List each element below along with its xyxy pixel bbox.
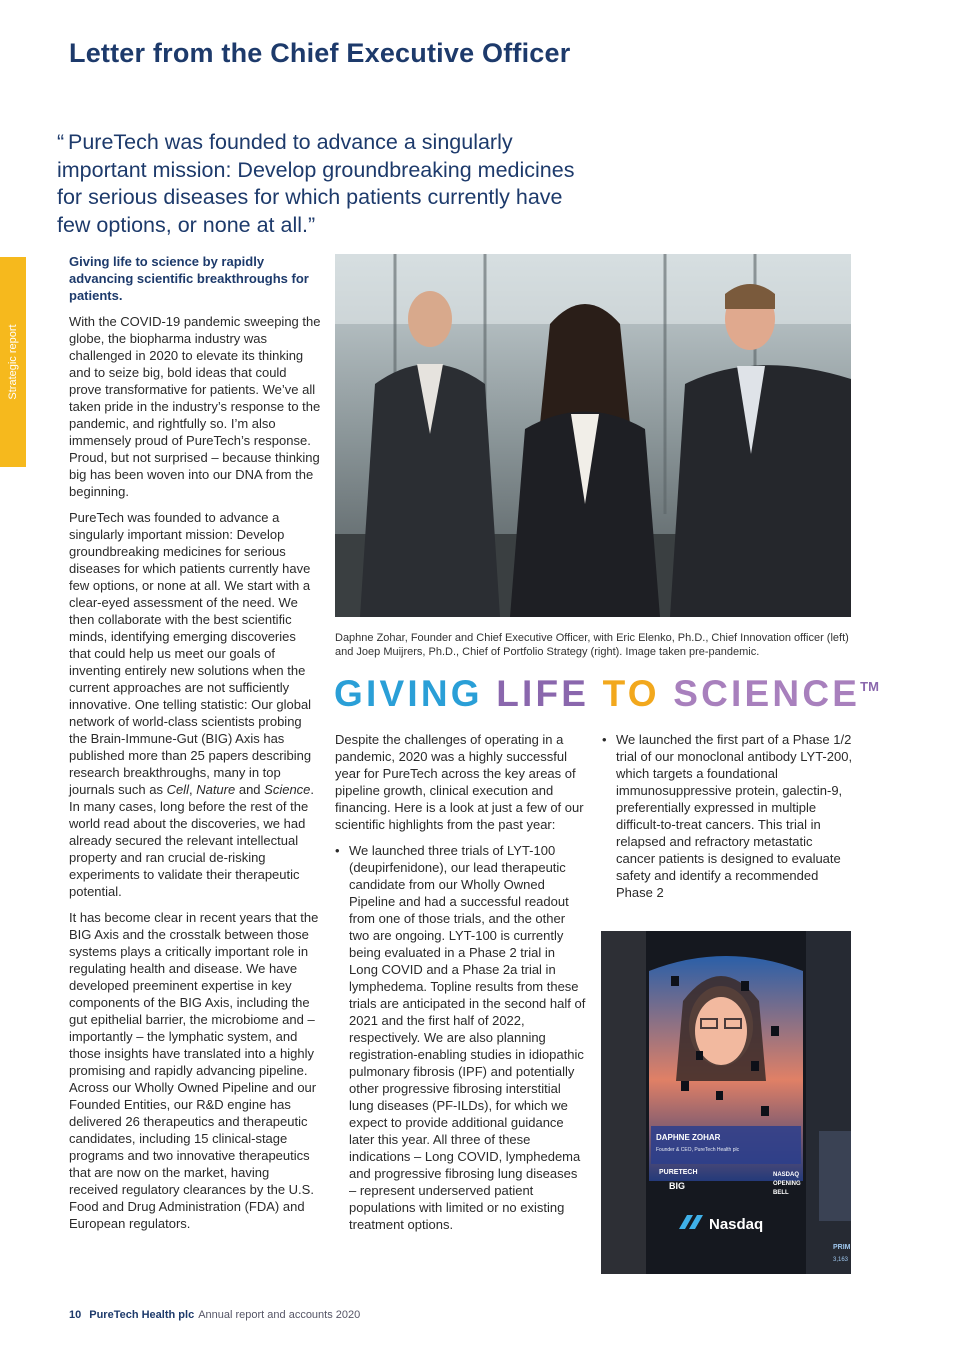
body-paragraph-3: It has become clear in recent years that the BIG Axis and the crosstalk between those systems plays a critically important role in regulating health and disease. We have developed preeminent expertise in key components of the BIG Axis, including the gut epithelial barrier, the microbiome and – importantly – the lymphatic system, and those insights have translated into a highly promising and rapidly advancing pipeline. Across our Wholly Owned Pipeline and our Founded Entities, our R&D engine has delivered 26 therapeutics and therapeutic candidates, including 15 clinical-stage programs and two innovative therapeutics that are now on the market, having received regulatory clearances by the U.S. Food and Drug Administration (FDA) and European regulators. <box>69 910 319 1231</box>
billboard-exchange: Nasdaq <box>709 1216 764 1233</box>
banner-word-life: LIFE <box>496 673 603 714</box>
billboard-ticker-value: 3,163 <box>833 1257 849 1263</box>
body-paragraph-2: PureTech was founded to advance a singularly important mission: Develop groundbreaking medicines for serious diseases for which patients currently have few options, or none at all. We start with a clear-eyed assessment of the need. We then collaborate with the best scientific minds, identifying emerging discoveries that could help us meet our goals of inventing entirely new solutions when the current approaches are not sufficiently innovative. One telling statistic: Our global network of world-class scientists probing the Brain-Immune-Gut (BIG) Axis has published more than 25 papers describing research breakthroughs, many in top journals such as Cell, Nature and Science. In many cases, long before the rest of the world read about the discoveries, we had already secured the relevant intellectual property and ran crucial de-risking experiments to validate their therapeutic potential. <box>69 510 315 899</box>
bullet-dot-icon: • <box>602 732 607 747</box>
pull-quote <box>57 129 577 239</box>
billboard-ticker: PRIM <box>833 1244 851 1251</box>
highlight-bullet-1-text: We launched three trials of LYT-100 (deupirfenidone), our lead therapeutic candidate from our Wholly Owned Pipeline and had a successful readout from one of those trials, and the other two are ongoing. LYT-100 is currently being evaluated in a Phase 2 trial in Long COVID and a Phase 2a trial in lymphedema. Topline results from these trials are anticipated in the second half of 2021 and the first half of 2022, respectively. We are also planning registration-enabling studies in idiopathic pulmonary fibrosis (IPF) and potentially other progressive fibrosing interstitial lung diseases (PF-ILDs), for which we expect to provide additional guidance later this year. All three of these indications – Long COVID, lymphedema and progressive fibrosing lung diseases – represent underserved patient populations with limited or no existing treatment options. <box>349 843 586 1232</box>
nasdaq-billboard-illustration <box>601 931 851 1274</box>
billboard-bell-line1: NASDAQ <box>773 1172 800 1178</box>
column-3 <box>602 731 854 901</box>
billboard-bell-line3: BELL <box>773 1190 789 1196</box>
journal-cell: Cell <box>166 782 189 797</box>
section-tab-label: Strategic report <box>7 324 19 400</box>
team-photo-illustration <box>335 254 851 617</box>
journal-nature: Nature <box>196 782 236 797</box>
photo-caption: Daphne Zohar, Founder and Chief Executive Officer, with Eric Elenko, Ph.D., Chief Innovation officer (left) and Joep Muijrers, Ph.D., Chief of Portfolio Strategy (right). Image taken pre-pandemic. <box>335 632 849 658</box>
highlights-intro: Despite the challenges of operating in a pandemic, 2020 was a highly successful year for PureTech across the key areas of pipeline growth, clinical execution and financing. Here is a look at just a few of our scientific highlights from the past year: <box>335 732 584 832</box>
page-number: 10 <box>69 1309 82 1321</box>
journal-science: Science <box>264 782 311 797</box>
giving-life-to-science-banner <box>334 673 879 715</box>
banner-word-to: TO <box>602 673 674 714</box>
banner-word-science: SCIENCE <box>673 673 861 714</box>
nasdaq-billboard-photo <box>601 931 851 1274</box>
page-title: Letter from the Chief Executive Officer <box>69 38 571 68</box>
column-1 <box>69 253 321 1241</box>
page-footer <box>69 1309 360 1321</box>
footer-company: PureTech Health plc <box>89 1309 195 1321</box>
footer-report: Annual report and accounts 2020 <box>198 1309 361 1321</box>
bullet-dot-icon: • <box>335 843 340 858</box>
highlight-bullet-2-text: We launched the first part of a Phase 1/2 trial of our monoclonal antibody LYT-200, which targets a foundational immunosuppressive protein, galectin-9, preferentially expressed in multiple difficult-to-treat cancers. This trial in relapsed and refractory metastatic cancer patients is designed to evaluate safety and identify a recommended Phase 2 <box>616 732 853 900</box>
billboard-role: Founder & CEO, PureTech Health plc <box>656 1147 740 1153</box>
billboard-brand: PURETECH <box>659 1169 698 1176</box>
quote-text: PureTech was founded to advance a singularly important mission: Develop groundbreaking medicines for serious diseases for which patients currently have few options, or none at all.” <box>57 130 575 237</box>
team-photo <box>335 254 851 617</box>
billboard-big: BIG <box>669 1181 686 1191</box>
highlight-bullet-2 <box>602 731 854 901</box>
billboard-bell-line2: OPENING <box>773 1181 801 1187</box>
billboard-name: DAPHNE ZOHAR <box>656 1133 721 1142</box>
body-paragraph-1: With the COVID-19 pandemic sweeping the globe, the biopharma industry was challenged in 2020 to elevate its thinking and to seize big, bold ideas that could prove transformative for patients. We’ve all taken pride in the industry’s response to the pandemic, and rightfully so. I’m also immensely proud of PureTech’s response. Proud, but not surprised – because thinking big has been woven into our DNA from the beginning. <box>69 314 321 499</box>
trademark-mark: TM <box>860 679 879 694</box>
section-tab <box>0 257 26 467</box>
lead-paragraph: Giving life to science by rapidly advancing scientific breakthroughs for patients. <box>69 254 309 303</box>
quote-open-mark: “ <box>57 130 65 154</box>
highlight-bullet-1 <box>335 842 587 1233</box>
banner-word-giving: GIVING <box>334 673 497 714</box>
column-2 <box>335 731 587 1233</box>
